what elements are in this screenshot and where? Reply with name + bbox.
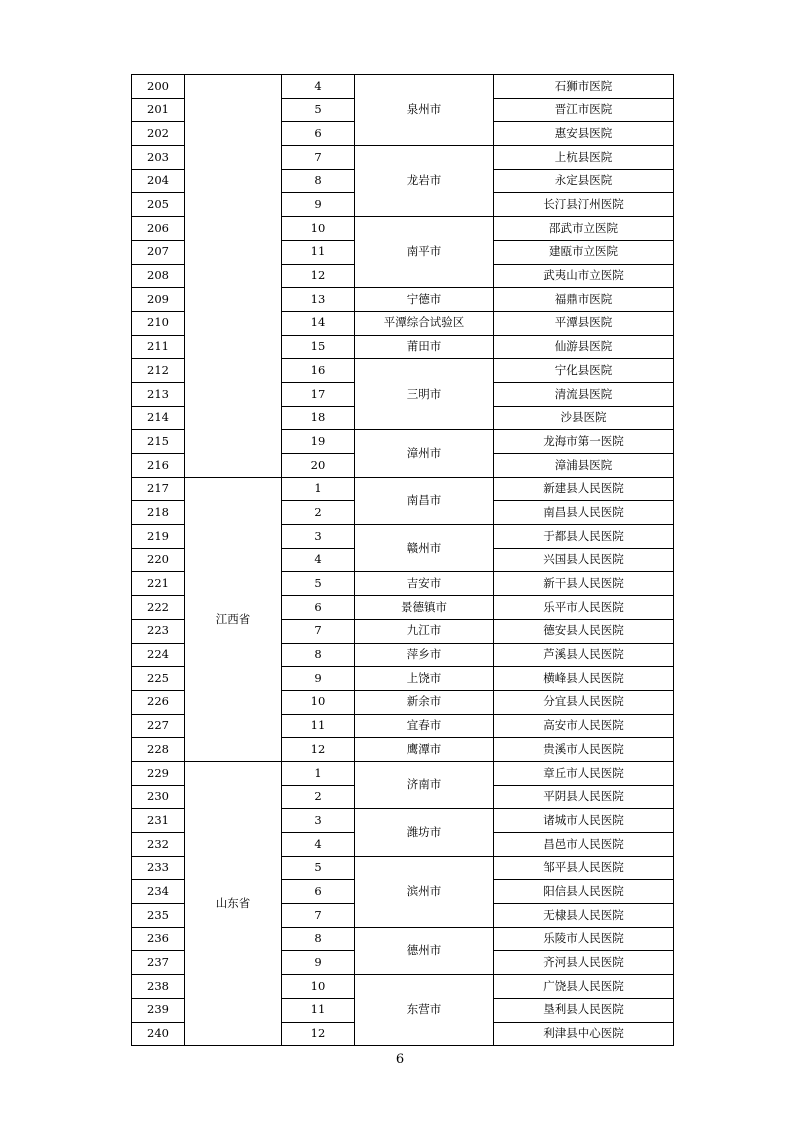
row-number-cell: 205 — [132, 193, 185, 217]
city-cell: 新余市 — [355, 690, 494, 714]
sub-number-cell: 3 — [282, 809, 355, 833]
hospital-cell: 阳信县人民医院 — [494, 880, 674, 904]
hospital-cell: 高安市人民医院 — [494, 714, 674, 738]
sub-number-cell: 16 — [282, 359, 355, 383]
row-number-cell: 234 — [132, 880, 185, 904]
hospital-cell: 贵溪市人民医院 — [494, 738, 674, 762]
sub-number-cell: 13 — [282, 288, 355, 312]
sub-number-cell: 7 — [282, 619, 355, 643]
sub-number-cell: 17 — [282, 382, 355, 406]
hospital-cell: 利津县中心医院 — [494, 1022, 674, 1046]
sub-number-cell: 3 — [282, 525, 355, 549]
table-row — [132, 477, 674, 501]
city-cell: 平潭综合试验区 — [355, 311, 494, 335]
hospital-cell: 平潭县医院 — [494, 311, 674, 335]
row-number-cell: 233 — [132, 856, 185, 880]
hospital-cell: 沙县医院 — [494, 406, 674, 430]
city-cell: 泉州市 — [355, 75, 494, 146]
hospital-cell: 长汀县汀州医院 — [494, 193, 674, 217]
hospital-cell: 横峰县人民医院 — [494, 667, 674, 691]
sub-number-cell: 5 — [282, 98, 355, 122]
row-number-cell: 225 — [132, 667, 185, 691]
hospital-cell: 上杭县医院 — [494, 146, 674, 170]
row-number-cell: 215 — [132, 430, 185, 454]
row-number-cell: 201 — [132, 98, 185, 122]
row-number-cell: 231 — [132, 809, 185, 833]
hospital-cell: 新干县人民医院 — [494, 572, 674, 596]
table-row — [132, 75, 674, 99]
province-cell: 江西省 — [185, 477, 282, 761]
row-number-cell: 235 — [132, 904, 185, 928]
city-cell: 潍坊市 — [355, 809, 494, 856]
row-number-cell: 223 — [132, 619, 185, 643]
city-cell: 南平市 — [355, 217, 494, 288]
row-number-cell: 224 — [132, 643, 185, 667]
hospital-table — [131, 74, 674, 1046]
city-cell: 吉安市 — [355, 572, 494, 596]
hospital-cell: 齐河县人民医院 — [494, 951, 674, 975]
row-number-cell: 218 — [132, 501, 185, 525]
row-number-cell: 216 — [132, 454, 185, 478]
hospital-cell: 石狮市医院 — [494, 75, 674, 99]
city-cell: 济南市 — [355, 761, 494, 808]
hospital-cell: 诸城市人民医院 — [494, 809, 674, 833]
row-number-cell: 232 — [132, 833, 185, 857]
sub-number-cell: 12 — [282, 264, 355, 288]
sub-number-cell: 10 — [282, 690, 355, 714]
sub-number-cell: 7 — [282, 904, 355, 928]
hospital-cell: 于都县人民医院 — [494, 525, 674, 549]
row-number-cell: 236 — [132, 927, 185, 951]
sub-number-cell: 6 — [282, 122, 355, 146]
hospital-cell: 章丘市人民医院 — [494, 761, 674, 785]
hospital-cell: 福鼎市医院 — [494, 288, 674, 312]
sub-number-cell: 11 — [282, 998, 355, 1022]
sub-number-cell: 10 — [282, 975, 355, 999]
sub-number-cell: 19 — [282, 430, 355, 454]
city-cell: 滨州市 — [355, 856, 494, 927]
sub-number-cell: 14 — [282, 311, 355, 335]
row-number-cell: 228 — [132, 738, 185, 762]
row-number-cell: 226 — [132, 690, 185, 714]
row-number-cell: 202 — [132, 122, 185, 146]
sub-number-cell: 11 — [282, 240, 355, 264]
sub-number-cell: 18 — [282, 406, 355, 430]
hospital-cell: 平阴县人民医院 — [494, 785, 674, 809]
sub-number-cell: 5 — [282, 572, 355, 596]
city-cell: 龙岩市 — [355, 146, 494, 217]
city-cell: 上饶市 — [355, 667, 494, 691]
city-cell: 东营市 — [355, 975, 494, 1046]
row-number-cell: 211 — [132, 335, 185, 359]
hospital-cell: 德安县人民医院 — [494, 619, 674, 643]
hospital-cell: 南昌县人民医院 — [494, 501, 674, 525]
row-number-cell: 209 — [132, 288, 185, 312]
hospital-cell: 邵武市立医院 — [494, 217, 674, 241]
sub-number-cell: 5 — [282, 856, 355, 880]
sub-number-cell: 9 — [282, 193, 355, 217]
row-number-cell: 212 — [132, 359, 185, 383]
city-cell: 鹰潭市 — [355, 738, 494, 762]
city-cell: 漳州市 — [355, 430, 494, 477]
row-number-cell: 214 — [132, 406, 185, 430]
sub-number-cell: 11 — [282, 714, 355, 738]
city-cell: 三明市 — [355, 359, 494, 430]
province-cell: 山东省 — [185, 761, 282, 1045]
city-cell: 德州市 — [355, 927, 494, 974]
city-cell: 景德镇市 — [355, 596, 494, 620]
sub-number-cell: 6 — [282, 596, 355, 620]
hospital-cell: 新建县人民医院 — [494, 477, 674, 501]
row-number-cell: 240 — [132, 1022, 185, 1046]
row-number-cell: 210 — [132, 311, 185, 335]
hospital-cell: 乐平市人民医院 — [494, 596, 674, 620]
hospital-cell: 建瓯市立医院 — [494, 240, 674, 264]
hospital-cell: 宁化县医院 — [494, 359, 674, 383]
sub-number-cell: 4 — [282, 833, 355, 857]
sub-number-cell: 8 — [282, 927, 355, 951]
row-number-cell: 220 — [132, 548, 185, 572]
hospital-cell: 乐陵市人民医院 — [494, 927, 674, 951]
city-cell: 宁德市 — [355, 288, 494, 312]
row-number-cell: 219 — [132, 525, 185, 549]
sub-number-cell: 2 — [282, 785, 355, 809]
row-number-cell: 204 — [132, 169, 185, 193]
sub-number-cell: 1 — [282, 477, 355, 501]
hospital-cell: 邹平县人民医院 — [494, 856, 674, 880]
row-number-cell: 200 — [132, 75, 185, 99]
sub-number-cell: 2 — [282, 501, 355, 525]
row-number-cell: 206 — [132, 217, 185, 241]
sub-number-cell: 4 — [282, 75, 355, 99]
sub-number-cell: 1 — [282, 761, 355, 785]
page-number: 6 — [395, 1052, 405, 1067]
sub-number-cell: 8 — [282, 169, 355, 193]
sub-number-cell: 8 — [282, 643, 355, 667]
row-number-cell: 213 — [132, 382, 185, 406]
city-cell: 九江市 — [355, 619, 494, 643]
sub-number-cell: 12 — [282, 738, 355, 762]
sub-number-cell: 10 — [282, 217, 355, 241]
row-number-cell: 238 — [132, 975, 185, 999]
province-cell — [185, 75, 282, 478]
hospital-table-body — [132, 75, 674, 1046]
row-number-cell: 222 — [132, 596, 185, 620]
sub-number-cell: 6 — [282, 880, 355, 904]
row-number-cell: 203 — [132, 146, 185, 170]
row-number-cell: 239 — [132, 998, 185, 1022]
hospital-cell: 芦溪县人民医院 — [494, 643, 674, 667]
city-cell: 赣州市 — [355, 525, 494, 572]
row-number-cell: 217 — [132, 477, 185, 501]
row-number-cell: 227 — [132, 714, 185, 738]
sub-number-cell: 7 — [282, 146, 355, 170]
hospital-cell: 广饶县人民医院 — [494, 975, 674, 999]
hospital-cell: 仙游县医院 — [494, 335, 674, 359]
row-number-cell: 237 — [132, 951, 185, 975]
hospital-cell: 分宜县人民医院 — [494, 690, 674, 714]
table-row — [132, 761, 674, 785]
sub-number-cell: 12 — [282, 1022, 355, 1046]
row-number-cell: 230 — [132, 785, 185, 809]
sub-number-cell: 20 — [282, 454, 355, 478]
hospital-cell: 兴国县人民医院 — [494, 548, 674, 572]
hospital-cell: 漳浦县医院 — [494, 454, 674, 478]
hospital-cell: 垦利县人民医院 — [494, 998, 674, 1022]
hospital-cell: 惠安县医院 — [494, 122, 674, 146]
city-cell: 莆田市 — [355, 335, 494, 359]
row-number-cell: 221 — [132, 572, 185, 596]
row-number-cell: 207 — [132, 240, 185, 264]
hospital-cell: 武夷山市立医院 — [494, 264, 674, 288]
hospital-cell: 龙海市第一医院 — [494, 430, 674, 454]
row-number-cell: 229 — [132, 761, 185, 785]
sub-number-cell: 9 — [282, 951, 355, 975]
city-cell: 萍乡市 — [355, 643, 494, 667]
hospital-cell: 晋江市医院 — [494, 98, 674, 122]
hospital-cell: 清流县医院 — [494, 382, 674, 406]
hospital-cell: 昌邑市人民医院 — [494, 833, 674, 857]
sub-number-cell: 15 — [282, 335, 355, 359]
hospital-cell: 永定县医院 — [494, 169, 674, 193]
city-cell: 南昌市 — [355, 477, 494, 524]
hospital-cell: 无棣县人民医院 — [494, 904, 674, 928]
row-number-cell: 208 — [132, 264, 185, 288]
city-cell: 宜春市 — [355, 714, 494, 738]
sub-number-cell: 4 — [282, 548, 355, 572]
sub-number-cell: 9 — [282, 667, 355, 691]
